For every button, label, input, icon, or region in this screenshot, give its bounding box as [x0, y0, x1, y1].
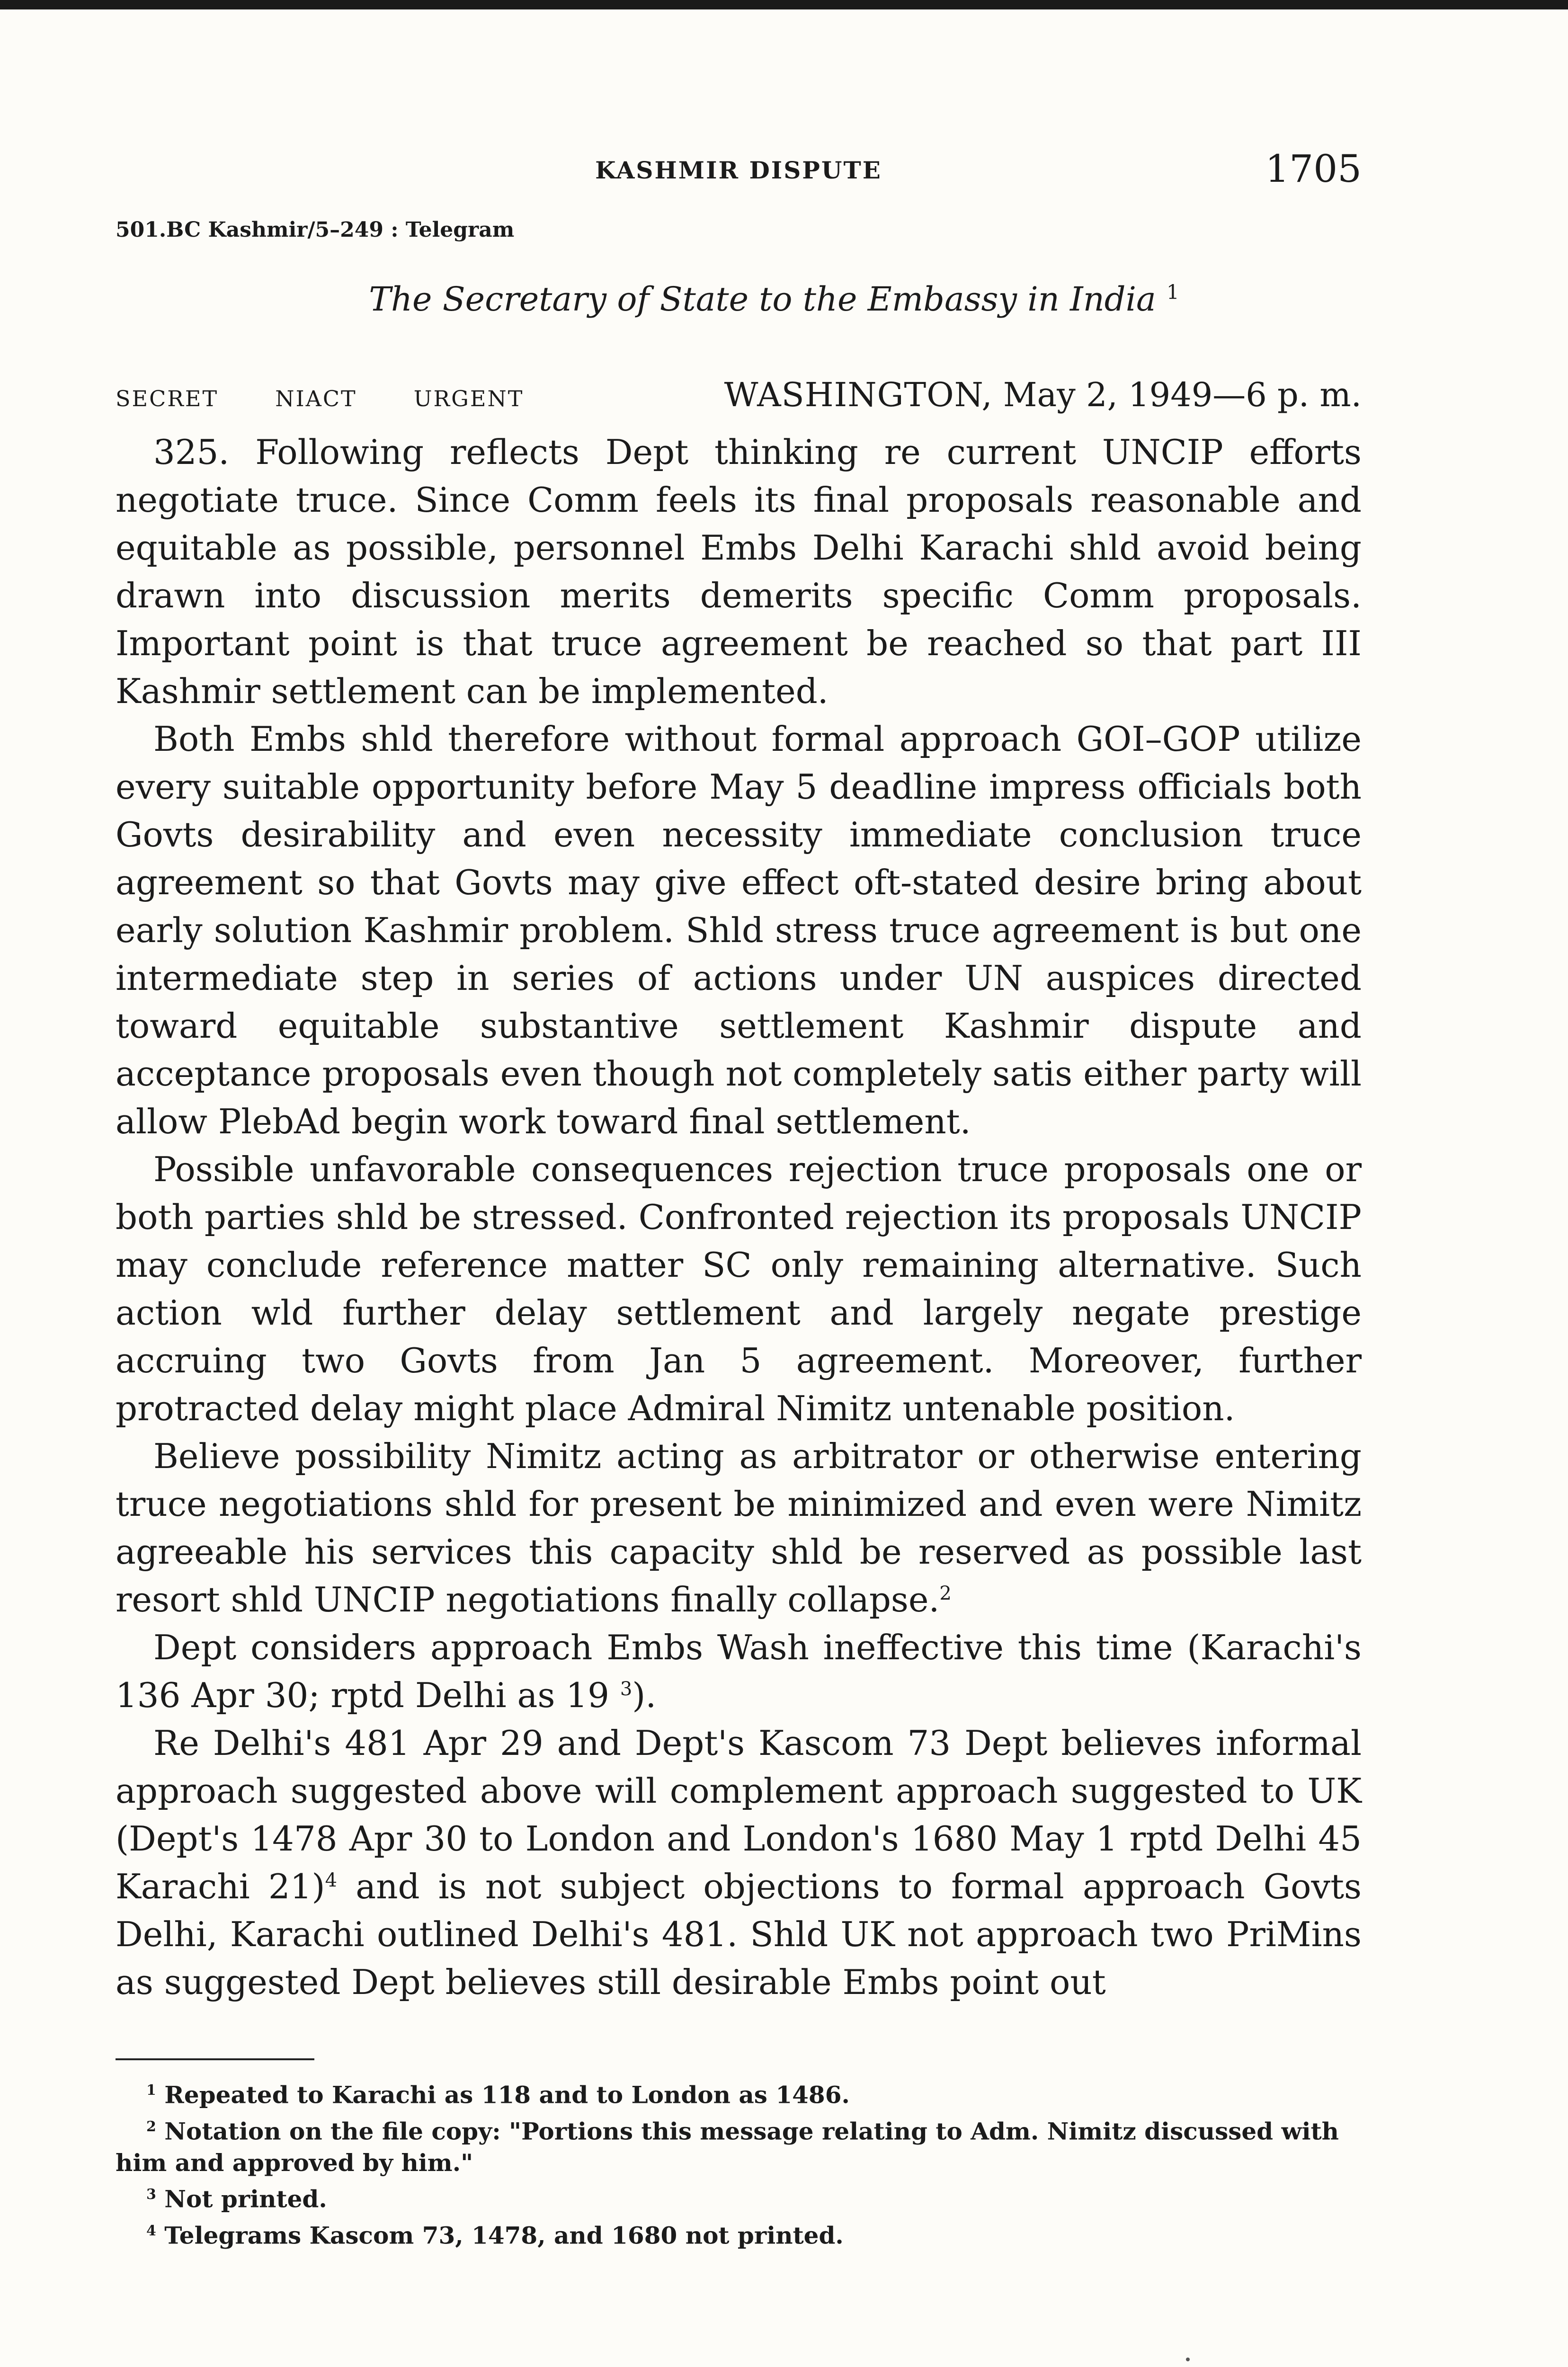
- footnotes: [116, 2074, 1362, 2251]
- paragraph-1: [116, 428, 1362, 715]
- paragraph-5-text-end: ).: [632, 1675, 657, 1715]
- paragraph-4-text: Believe possibility Nimitz acting as arbitrator or otherwise entering truce negotiations shld for present be minimized and even were Nimitz agreeable his services this capacity shld be reserved as possible last resort shld UNCIP negotiations finally collapse.: [116, 1436, 1362, 1620]
- page-number: 1705: [1265, 147, 1362, 191]
- page-top-edge: [0, 0, 1568, 9]
- paragraph-4: [116, 1433, 1362, 1624]
- paragraph-3: [116, 1146, 1362, 1433]
- paragraph-5: [116, 1624, 1362, 1719]
- paragraph-6-text-end: and is not subject objections to formal approach Govts Delhi, Karachi outlined Delhi's 481. Shld UK not approach two PriMins as suggested Dept believes still desirable Embs point out: [116, 1867, 1362, 2002]
- classification-niact: NIACT: [275, 386, 357, 411]
- footnote-text: Not printed.: [164, 2185, 327, 2213]
- file-reference: 501.BC Kashmir/5–249 : Telegram: [116, 218, 515, 242]
- paragraph-3-text: Possible unfavorable consequences rejection truce proposals one or both parties shld be stressed. Confronted rejection its proposals UNCIP may conclude reference matter SC only remaining alternative. Such action wld further delay settlement and largely negate prestige accruing two Govts from Jan 5 agreement. Moreover, further protracted delay might place Admiral Nimitz untenable position.: [116, 1149, 1362, 1428]
- telegram-body: [116, 428, 1362, 2006]
- paragraph-6: [116, 1719, 1362, 2006]
- footnote-2: [116, 2111, 1362, 2179]
- footnote-text: Notation on the file copy: "Portions this message relating to Adm. Nimitz discussed with him and approved by him.": [116, 2117, 1339, 2177]
- footnote-ref-3[interactable]: 3: [620, 1678, 633, 1700]
- footnote-mark: 3: [146, 2186, 156, 2203]
- paragraph-5-text: Dept considers approach Embs Wash ineffective this time (Karachi's 136 Apr 30; rptd Delhi as 19: [116, 1628, 1362, 1715]
- footnote-4: [116, 2215, 1362, 2251]
- scan-speck: [1186, 2358, 1190, 2361]
- place-and-date: [724, 375, 1362, 414]
- paragraph-2: [116, 715, 1362, 1146]
- document-title-text: The Secretary of State to the Embassy in India: [369, 280, 1156, 319]
- footnote-divider: [116, 2058, 314, 2060]
- footnote-ref-1[interactable]: 1: [1166, 280, 1179, 304]
- footnote-3: [116, 2179, 1362, 2215]
- running-title: KASHMIR DISPUTE: [595, 156, 882, 184]
- paragraph-2-text: Both Embs shld therefore without formal approach GOI–GOP utilize every suitable opportunity before May 5 deadline impress officials both Govts desirability and even necessity immediate conclusion truce agreement so that Govts may give effect oft-stated desire bring about early solution Kashmir problem. Shld stress truce agreement is but one intermediate step in series of actions under UN auspices directed toward equitable substantive settlement Kashmir dispute and acceptance proposals even though not completely satis either party will allow PlebAd begin work toward final settlement.: [116, 719, 1362, 1141]
- classification-secret: SECRET: [116, 386, 219, 411]
- classification-urgent: URGENT: [413, 386, 524, 411]
- footnote-mark: 1: [146, 2082, 156, 2099]
- document-page: [116, 142, 1362, 2251]
- running-header: [116, 142, 1362, 199]
- footnote-ref-2[interactable]: 2: [939, 1583, 952, 1604]
- footnote-ref-4[interactable]: 4: [325, 1869, 338, 1891]
- footnote-text: Telegrams Kascom 73, 1478, and 1680 not printed.: [164, 2221, 844, 2250]
- paragraph-1-text: 325. Following reflects Dept thinking re current UNCIP efforts negotiate truce. Since Comm feels its final proposals reasonable and equitable as possible, personnel Embs Delhi Karachi shld avoid being drawn into discussion merits demerits specific Comm proposals. Important point is that truce agreement be reached so that part III Kashmir settlement can be implemented.: [116, 432, 1362, 711]
- dateline-place: WASHINGTON,: [724, 375, 993, 414]
- footnote-1: [116, 2074, 1362, 2111]
- dateline-date: May 2, 1949—6 p. m.: [1003, 375, 1362, 414]
- paragraph-6-text: Re Delhi's 481 Apr 29 and Dept's Kascom 73 Dept believes informal approach suggested above will complement approach suggested to UK (Dept's 1478 Apr 30 to London and London's 1680 May 1 rptd Delhi 45 Karachi 21): [116, 1723, 1362, 1906]
- footnote-mark: 4: [146, 2222, 156, 2239]
- document-title: [116, 280, 1362, 319]
- footnote-text: Repeated to Karachi as 118 and to London as 1486.: [164, 2081, 850, 2109]
- dateline: [116, 375, 1362, 414]
- footnote-mark: 2: [146, 2118, 156, 2135]
